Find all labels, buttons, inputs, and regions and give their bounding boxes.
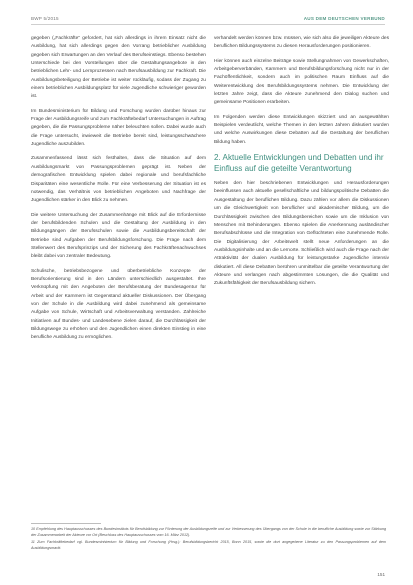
footnotes	[31, 526, 386, 552]
paragraph: Schulische, betriebsbezogene und überbetriebliche Konzepte der Berufsorientierung sind in den Ländern unterschiedlich ausgestaltet. Ihre Verknüpfung mit den Angeboten der Berufsberatung der Bundesagentur für Arbeit und der Kammern ist Gegenstand aktueller Diskussionen. Der Übergang von der Schule in die Ausbildung wird dabei zunehmend als gemeinsame Aufgabe von Schule, Wirtschaft und Arbeitsverwaltung verstanden. Zahlreiche Initiativen auf Bundes- und Landesebene zielen darauf, die Durchlässigkeit der Bildungswege zu erhöhen und den Jugendlichen einen direkten Einstieg in eine berufliche Ausbildung zu ermöglichen.	[31, 268, 206, 341]
right-column	[214, 35, 389, 295]
paragraph: Neben den hier beschriebenen Entwicklungen und Herausforderungen beeinflussen auch aktuelle gesellschaftliche und bildungspolitische Debatten die Ausgestaltung der beruflichen Bildung. Dazu zählen vor allem die Diskussionen um die Gleichwertigkeit von beruflicher und akademischer Bildung, um die Durchlässigkeit zwischen den Bildungsbereichen sowie um die Inklusion von Menschen mit Behinderungen. Ebenso spielen die Anerkennung ausländischer Berufsabschlüsse und die Integration von Geflüchteten eine zunehmende Rolle. Die Digitalisierung der Arbeitswelt stellt neue Anforderungen an die Ausbildungsinhalte und an die Lernorte. Schließlich wird auch die Frage nach der Attraktivität der dualen Ausbildung für leistungsstarke Jugendliche intensiv diskutiert. All diese Debatten berühren unmittelbar die geteilte Verantwortung der Akteure und verlangen nach abgestimmten Lösungen, die die Qualität und Zukunftsfähigkeit der Berufsausbildung sichern.	[214, 181, 389, 287]
left-column	[31, 35, 206, 349]
page-number: 151	[377, 572, 385, 577]
header-divider	[31, 24, 385, 25]
header-section-title: AUS DEM DEUTSCHEN VERBUND	[303, 16, 385, 21]
paragraph: Im Folgenden werden diese Entwicklungen skizziert und an ausgewählten Beispielen verdeutlicht, welche Themen in den letzten Jahren diskutiert wurden und welche Auswirkungen diese Debatten auf die Gestaltung der beruflichen Bildung haben.	[214, 114, 389, 145]
paragraph: gegeben („Fachkräfte“ gefordert, hat sich allerdings in ihrem Einsatz nicht die Ausbildung, hat sich allerdings gegen den Vorrang betrieblicher Ausbildung gegeben sich Erwartungen an den Verlauf des Berufseinstiegs. Ebenso bestehen Unterschiede bei den Vorstellungen über die Gestaltungsangebote in den betrieblichen Lehr- und Lernprozessen nach Berufsausbildung zur Fachkraft. Die Ausbildungsbeteiligung der Betriebe ist weiter rückläufig, sodass der Zugang zu einem betrieblichen Ausbildungsplatz für viele Jugendliche schwieriger geworden ist.	[31, 36, 206, 100]
paragraph: verhandelt werden können bzw. müssen, wie sich also die jeweiligen Akteure des beruflichen Bildungssystems zu diesen Herausforderungen positionieren.	[214, 36, 389, 50]
paragraph: Hier können auch einzelne Beiträge sowie Stellungnahmen von Gewerkschaften, Arbeitgeberverbänden, Kammern und Berufsbildungsforschung nicht nur in der Fachöffentlichkeit, sondern auch im politischen Raum Einfluss auf die Weiterentwicklung des Berufsbildungssystems nehmen. Die Entwicklung der letzten Jahre zeigt, dass die Akteure zunehmend den Dialog suchen und gemeinsame Positionen erarbeiten.	[214, 58, 389, 106]
paragraph: Zusammenfassend lässt sich festhalten, dass die Situation auf dem Ausbildungsmarkt von Passungsproblemen geprägt ist. Neben der demografischen Entwicklung spielen dabei regionale und berufsfachliche Disparitäten eine wesentliche Rolle. Für eine Verbesserung der Situation ist es notwendig, das Verhältnis von betrieblichen Angeboten und Nachfrage der Jugendlichen stärker in den Blick zu nehmen.	[31, 156, 206, 204]
footnote-divider	[31, 523, 101, 524]
header-journal-issue: BWP 5/2015	[31, 16, 59, 21]
section-heading: 2. Aktuelle Entwicklungen und Debatten und ihr Einfluss auf die geteilte Verantwortung	[214, 153, 384, 173]
paragraph: Im Bundesministerium für Bildung und Forschung wurden darüber hinaus zur Frage der Ausbildungsreife und zum Fachkräftebedarf Untersuchungen in Auftrag gegeben, die die Passungsprobleme näher beleuchten sollen. Dabei wurde auch die Frage untersucht, inwieweit die Betriebe bereit sind, leistungsschwächere Jugendliche auszubilden.	[31, 108, 206, 148]
footnote: 10 Empfehlung des Hauptausschusses des Bundesinstituts für Berufsbildung zur Förderung der Ausbildungsreife und zur Verbesserung des Übergangs von der Schule in die berufliche Ausbildung sowie zur Stärkung der Zusammenarbeit der Akteure vor Ort (Beschluss des Hauptausschusses vom 16. März 2012).	[31, 527, 386, 537]
paragraph: Die weitere Untersuchung der Zusammenhänge mit Blick auf die Erfordernisse der berufsbildenden Schulen und die Gestaltung der Ausbildung in den Bildungsgängen der Berufsschulen sowie die Ausbildungsbereitschaft der Betriebe sind Aufgaben der Berufsbildungsforschung. Die Frage nach dem Stellenwert des Berufsprinzips und der Sicherung des Fachkräftenachwuchses bleibt dabei von zentraler Bedeutung.	[31, 212, 206, 260]
footnote: 11 Zum Fachkräftebedarf vgl. Bundesministerium für Bildung und Forschung (Hrsg.): Berufsbildungsbericht 2015, Bonn 2015, sowie die dort angegebene Literatur zu den Passungsproblemen auf dem Ausbildungsmarkt.	[31, 540, 386, 550]
